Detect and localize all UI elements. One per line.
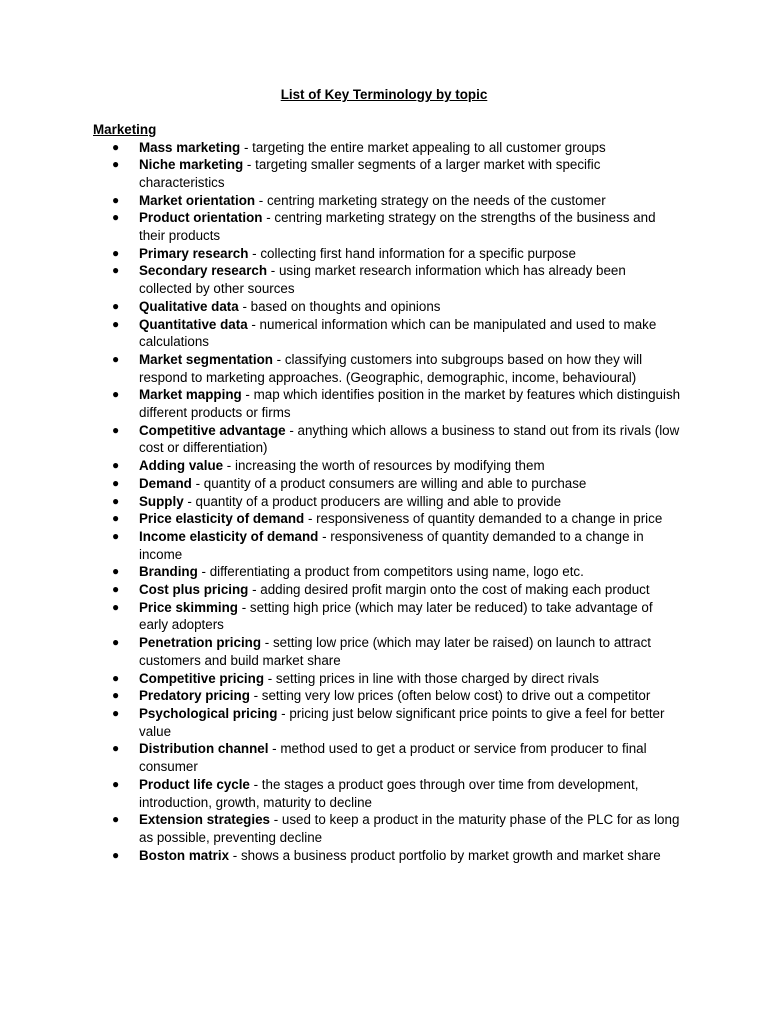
list-item <box>112 209 682 244</box>
list-item <box>112 740 682 775</box>
term-label: Distribution channel <box>139 741 269 757</box>
term-separator: - <box>268 741 281 757</box>
term-definition: quantity of a product producers are willing and able to provide <box>195 493 562 509</box>
term-separator: - <box>238 298 251 314</box>
bullet-icon: ● <box>112 599 120 614</box>
list-item <box>112 687 682 705</box>
term-definition: map which identifies position in the market by features which distinguish different products or firms <box>139 387 681 421</box>
bullet-icon: ● <box>112 157 120 172</box>
page-title: List of Key Terminology by topic <box>280 87 488 102</box>
term-label: Price skimming <box>139 599 238 615</box>
term-definition: centring marketing strategy on the needs of the customer <box>266 192 606 208</box>
bullet-icon: ● <box>112 263 120 278</box>
bullet-icon: ● <box>112 528 120 543</box>
term-separator: - <box>269 812 282 828</box>
term-separator: - <box>238 599 250 615</box>
list-item <box>112 847 682 865</box>
term-separator: - <box>261 635 273 651</box>
term-label: Competitive pricing <box>139 670 264 686</box>
bullet-icon: ● <box>112 192 120 207</box>
term-definition: centring marketing strategy on the strengths of the business and their products <box>139 210 656 244</box>
term-label: Demand <box>139 475 192 491</box>
list-item <box>112 599 682 634</box>
term-separator: - <box>243 157 256 173</box>
term-definition: using market research information which has already been collected by other sources <box>139 263 626 297</box>
bullet-icon: ● <box>112 139 120 154</box>
term-separator: - <box>249 776 262 792</box>
bullet-icon: ● <box>112 706 120 720</box>
term-label: Price elasticity of demand <box>139 511 305 527</box>
term-label: Market segmentation <box>139 351 273 367</box>
term-separator: - <box>318 528 331 544</box>
list-item <box>112 528 682 563</box>
list-item <box>112 563 682 581</box>
term-definition: targeting smaller segments of a larger market with specific characteristics <box>139 157 601 190</box>
bullet-icon: ● <box>112 210 120 225</box>
list-item <box>112 776 682 811</box>
term-separator: - <box>191 475 204 491</box>
term-definition: numerical information which can be manipulated and used to make calculations <box>139 316 657 350</box>
term-label: Supply <box>139 493 184 509</box>
term-definition: setting high price (which may later be reduced) to take advantage of early adopters <box>139 599 653 633</box>
term-definition: anything which allows a business to stand out from its rivals (low cost or differentiation) <box>139 422 680 456</box>
term-definition: setting low price (which may later be raised) on launch to attract customers and build market share <box>139 635 652 668</box>
list-item <box>112 457 682 475</box>
term-separator: - <box>248 245 261 261</box>
bullet-icon: ● <box>112 387 120 402</box>
list-item <box>112 475 682 493</box>
term-separator: - <box>277 706 290 721</box>
bullet-icon: ● <box>112 847 120 862</box>
term-label: Income elasticity of demand <box>139 528 319 544</box>
term-separator: - <box>183 493 196 509</box>
term-separator: - <box>247 316 260 332</box>
section-heading-marketing: Marketing <box>93 122 157 137</box>
bullet-icon: ● <box>112 812 120 827</box>
term-label: Competitive advantage <box>139 422 286 438</box>
list-item <box>112 245 682 263</box>
list-item <box>112 811 682 846</box>
list-item <box>112 139 682 157</box>
bullet-icon: ● <box>112 670 120 685</box>
list-item <box>112 493 682 511</box>
list-item <box>112 316 682 351</box>
term-label: Predatory pricing <box>139 688 250 704</box>
term-label: Boston matrix <box>139 847 230 863</box>
term-definition: based on thoughts and opinions <box>250 298 441 314</box>
term-separator: - <box>223 458 235 474</box>
bullet-icon: ● <box>112 776 120 791</box>
term-definition: setting prices in line with those charged by direct rivals <box>275 670 599 686</box>
list-item <box>112 156 682 191</box>
term-definition: collecting first hand information for a specific purpose <box>260 245 576 261</box>
term-label: Market orientation <box>139 192 256 208</box>
bullet-icon: ● <box>112 245 120 260</box>
list-item <box>112 351 682 386</box>
term-definition: method used to get a product or service from producer to final consumer <box>139 741 647 775</box>
term-label: Product life cycle <box>139 776 250 792</box>
term-definition: increasing the worth of resources by modifying them <box>234 458 545 474</box>
term-definition: the stages a product goes through over time from development, introduction, growth, maturity to decline <box>139 776 639 810</box>
bullet-icon: ● <box>112 422 120 437</box>
term-definition: used to keep a product in the maturity phase of the PLC for as long as possible, preventing decline <box>139 812 680 845</box>
term-definition: quantity of a product consumers are willing and able to purchase <box>203 475 587 491</box>
term-separator: - <box>229 847 241 863</box>
bullet-icon: ● <box>112 351 120 366</box>
list-item <box>112 705 682 740</box>
term-separator: - <box>264 670 276 686</box>
term-separator: - <box>197 564 210 580</box>
bullet-icon: ● <box>112 582 120 597</box>
term-label: Qualitative data <box>139 298 239 314</box>
list-item <box>112 510 682 528</box>
list-item <box>112 670 682 688</box>
term-separator: - <box>249 688 262 704</box>
term-label: Product orientation <box>139 210 263 226</box>
list-item <box>112 634 682 669</box>
list-item <box>112 386 682 421</box>
term-definition: differentiating a product from competitors using name, logo etc. <box>209 564 584 580</box>
list-item <box>112 422 682 457</box>
bullet-icon: ● <box>112 564 120 579</box>
bullet-icon: ● <box>112 493 120 508</box>
bullet-icon: ● <box>112 635 120 650</box>
term-definition: targeting the entire market appealing to all customer groups <box>252 139 606 155</box>
term-separator: - <box>248 582 261 598</box>
bullet-icon: ● <box>112 475 120 490</box>
term-separator: - <box>241 387 254 403</box>
bullet-icon: ● <box>112 458 120 473</box>
term-label: Quantitative data <box>139 316 248 332</box>
bullet-icon: ● <box>112 688 120 703</box>
bullet-icon: ● <box>112 741 120 756</box>
term-separator: - <box>240 139 253 155</box>
term-definition: adding desired profit margin onto the cost of making each product <box>260 582 650 598</box>
term-label: Cost plus pricing <box>139 582 249 598</box>
term-label: Market mapping <box>139 387 242 403</box>
term-separator: - <box>262 210 275 226</box>
bullet-icon: ● <box>112 298 120 313</box>
list-item <box>112 192 682 210</box>
term-label: Secondary research <box>139 263 268 279</box>
term-separator: - <box>267 263 279 279</box>
term-definition: classifying customers into subgroups based on how they will respond to marketing approaches. (Geographic, demographic, income, behavioural) <box>139 351 643 385</box>
term-label: Primary research <box>139 245 249 261</box>
term-label: Adding value <box>139 458 224 474</box>
list-item <box>112 262 682 297</box>
bullet-icon: ● <box>112 511 120 526</box>
term-label: Branding <box>139 564 198 580</box>
term-definition: setting very low prices (often below cost) to drive out a competitor <box>261 688 651 704</box>
term-label: Mass marketing <box>139 139 241 155</box>
term-definition: responsiveness of quantity demanded to a change in price <box>316 511 663 527</box>
term-label: Niche marketing <box>139 157 244 173</box>
list-item <box>112 298 682 316</box>
term-label: Penetration pricing <box>139 635 262 651</box>
list-item <box>112 581 682 599</box>
term-definition: shows a business product portfolio by market growth and market share <box>240 847 661 863</box>
term-label: Extension strategies <box>139 812 270 828</box>
terminology-list <box>112 139 682 865</box>
term-separator: - <box>272 351 285 367</box>
term-label: Psychological pricing <box>139 706 278 721</box>
term-definition: responsiveness of quantity demanded to a change in income <box>139 528 644 562</box>
term-definition: pricing just below significant price points to give a feel for better value <box>139 706 665 739</box>
term-separator: - <box>255 192 267 208</box>
term-separator: - <box>285 422 298 438</box>
term-separator: - <box>304 511 317 527</box>
bullet-icon: ● <box>112 316 120 331</box>
